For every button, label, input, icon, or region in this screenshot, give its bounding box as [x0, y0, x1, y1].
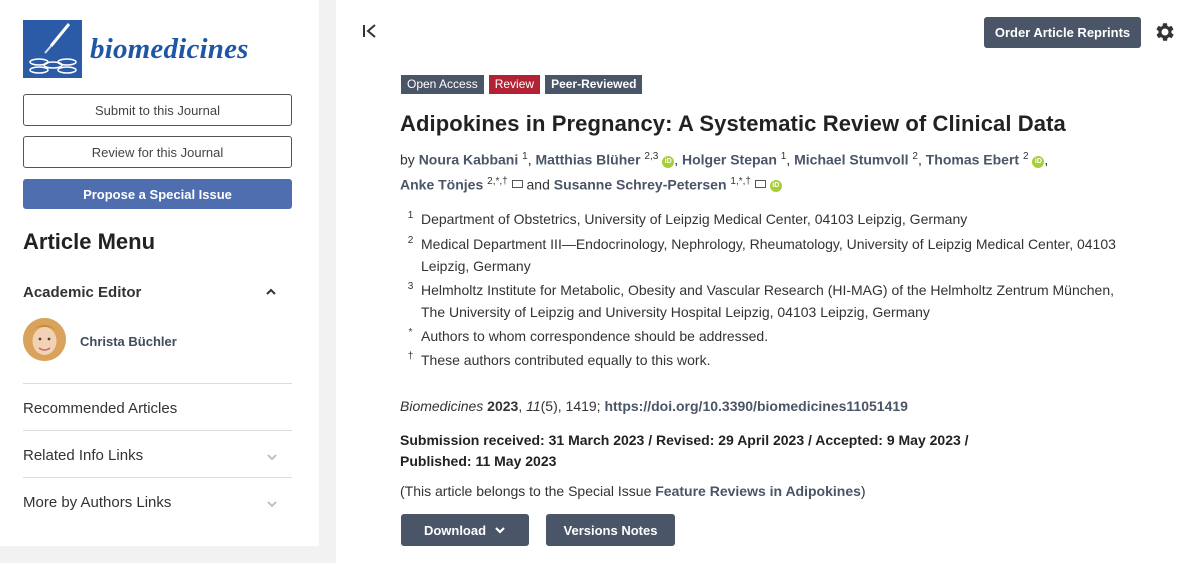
author-affil: 1 [780, 151, 787, 162]
collapse-sidebar-icon[interactable] [361, 22, 379, 45]
affiliation-item [400, 233, 1130, 277]
versions-notes-button[interactable]: Versions Notes [546, 514, 675, 546]
affiliation-number: 1 [407, 210, 414, 221]
affiliation-text: Authors to whom correspondence should be addressed. [421, 328, 769, 344]
order-reprints-button[interactable]: Order Article Reprints [984, 17, 1141, 48]
recommended-articles-link[interactable]: Recommended Articles [23, 400, 178, 417]
email-icon[interactable] [512, 180, 523, 188]
download-button[interactable] [401, 514, 529, 546]
author-affil: 2 [912, 151, 918, 162]
citation-year: 2023 [487, 398, 519, 414]
affiliation-item [400, 208, 1130, 230]
author-name[interactable]: Susanne Schrey-Petersen [553, 176, 727, 193]
affiliation-item [400, 325, 1130, 347]
doi-link[interactable]: https://doi.org/10.3390/biomedicines11051419 [604, 398, 908, 414]
author-affil: 2,*,† [487, 175, 508, 187]
affiliation-number: * [408, 327, 413, 338]
affiliation-text: These authors contributed equally to this work. [421, 352, 711, 368]
affiliation-text: Department of Obstetrics, University of Leipzig Medical Center, 04103 Leipzig, Germany [421, 211, 968, 227]
affiliations [400, 208, 1130, 371]
submit-journal-button[interactable]: Submit to this Journal [23, 94, 292, 126]
author-name[interactable]: Anke Tönjes [400, 176, 484, 193]
editor-name[interactable]: Christa Büchler [80, 334, 177, 349]
academic-editor-heading[interactable]: Academic Editor [23, 284, 142, 301]
citation: Biomedicines 2023, 11(5), 1419; https://doi.org/10.3390/biomedicines11051419 [400, 398, 908, 414]
author-affil: 1 [522, 151, 528, 162]
affiliation-number: 3 [407, 281, 414, 292]
author-name[interactable]: Holger Stepan [681, 151, 777, 168]
article-badges [401, 75, 642, 94]
author-affil: 2,3 [644, 151, 659, 162]
sidebar-scroll-edge [319, 0, 336, 563]
sidebar-footer [0, 546, 336, 563]
divider [23, 477, 292, 478]
peer-reviewed-badge[interactable]: Peer-Reviewed [545, 75, 642, 94]
author-name[interactable]: Michael Stumvoll [794, 151, 909, 168]
by-label: by [400, 151, 415, 168]
orcid-icon[interactable]: iD [662, 156, 674, 168]
download-label: Download [423, 522, 487, 538]
editor-avatar[interactable] [23, 318, 66, 361]
propose-special-issue-button[interactable]: Propose a Special Issue [23, 179, 292, 209]
affiliation-item [400, 279, 1130, 323]
affiliation-text: Helmholtz Institute for Metabolic, Obesity and Vascular Research (HI-MAG) of the Helmholtz Zentrum München, The University of Leipzig and University Hospital Leipzig, 04103 Leipzig, Germany [421, 282, 1115, 320]
author-name[interactable]: Noura Kabbani [418, 151, 519, 168]
special-issue-note [400, 483, 866, 499]
review-badge: Review [489, 75, 540, 94]
related-info-links[interactable]: Related Info Links [23, 447, 144, 464]
open-access-badge: Open Access [401, 75, 484, 94]
chevron-down-icon[interactable] [266, 451, 278, 465]
citation-journal: Biomedicines [400, 398, 484, 414]
email-icon[interactable] [755, 180, 766, 188]
author-name[interactable]: Matthias Blüher [535, 151, 641, 168]
chevron-up-icon[interactable] [265, 286, 277, 300]
divider [23, 430, 292, 431]
chevron-down-icon [494, 523, 506, 538]
citation-issue-pages: (5), 1419; [540, 398, 601, 414]
orcid-icon[interactable]: iD [1032, 156, 1044, 168]
sidebar [0, 0, 319, 546]
article-title: Adipokines in Pregnancy: A Systematic Review of Clinical Data [400, 111, 1066, 136]
author-affil: 2 [1022, 151, 1029, 162]
more-by-authors-links[interactable]: More by Authors Links [23, 494, 172, 511]
author-name[interactable]: Thomas Ebert [925, 151, 1020, 168]
author-affil: 1,*,† [730, 175, 751, 187]
publication-dates: Submission received: 31 March 2023 / Revised: 29 April 2023 / Accepted: 9 May 2023 / Published: 11 May 2023 [400, 432, 969, 469]
journal-name: biomedicines [90, 32, 249, 65]
divider [23, 383, 292, 384]
affiliation-text: Medical Department III—Endocrinology, Nephrology, Rheumatology, University of Leipzig Medical Center, 04103 Leipzig, Germany [421, 236, 1116, 274]
special-issue-link[interactable]: Feature Reviews in Adipokines [655, 483, 861, 499]
journal-logo[interactable] [23, 20, 249, 78]
orcid-icon[interactable]: iD [770, 180, 782, 192]
article-menu-title: Article Menu [23, 229, 156, 254]
affiliation-item [400, 349, 1130, 371]
author-list: by Noura Kabbani $^1$, Matthias Blüher $^{2,3}$ iD , Holger Stepan $^1$, Michael Stumvoll $^2$, Thomas Ebert $^2$ iD , Anke Tönjes $^{2,*,\dagger}$ and Susanne Schrey-Petersen $^{1,*,\dagger}$ iD [400, 151, 1049, 193]
gear-icon[interactable] [1153, 20, 1177, 49]
biomedicines-logo-icon [23, 20, 82, 78]
and-label: and [526, 176, 550, 193]
affiliation-number: † [407, 351, 414, 362]
citation-volume: 11 [526, 398, 541, 414]
special-issue-suffix: ) [860, 483, 866, 499]
chevron-down-icon[interactable] [266, 498, 278, 512]
review-journal-button[interactable]: Review for this Journal [23, 136, 292, 168]
affiliation-number: 2 [407, 235, 414, 246]
special-issue-prefix: (This article belongs to the Special Issue [400, 483, 656, 499]
